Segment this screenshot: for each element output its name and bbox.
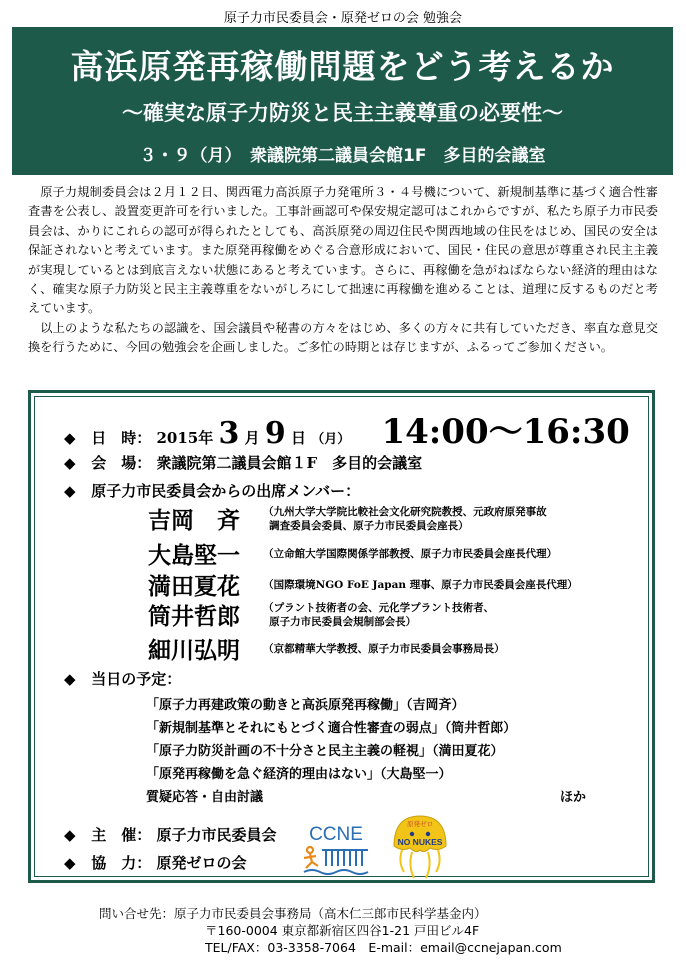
member-item <box>148 568 578 601</box>
date-venue-line: ３・９（月） 衆議院第二議員会館1F 多目的会議室 <box>139 146 546 166</box>
no-nukes-top-text: 原発ゼロ <box>407 820 433 828</box>
intro-paragraph-2: 以上のような私たちの認識を、国会議員や秘書の方々をはじめ、多くの方々に共有していただき、率直な意見交換を行うために、今回の勉強会を企画しました。ご多忙の時期とは存じますが、ふるってご参加ください。 <box>28 320 658 355</box>
member-item <box>148 632 505 665</box>
member-name: 筒井哲郎 <box>148 603 240 630</box>
date-day: 9 <box>264 416 286 451</box>
host-name: 原子力市民委員会 <box>156 826 277 844</box>
ccne-logo-text: CCNE <box>309 824 363 845</box>
venue-row <box>64 452 422 473</box>
member-affiliation: （プラント技術者の会、元化学プラント技術者、 原子力市民委員会規制部会長） <box>263 601 495 628</box>
date-row <box>64 404 630 453</box>
contact-line: 問い合せ先：原子力市民委員会事務局（高木仁三郎市民科学基金内） <box>99 906 487 921</box>
members-label: 原子力市民委員会からの出席メンバー： <box>91 482 361 500</box>
date-month-unit: 月 <box>244 429 260 447</box>
diamond-bullet-icon: ◆ <box>64 482 76 500</box>
ccne-logo-icon <box>300 820 372 878</box>
program-item: 質疑応答・自由討議 <box>146 790 264 805</box>
venue-name: 衆議院第二議員会館１F 多目的会議室 <box>156 454 423 472</box>
date-year: 2015年 <box>156 429 214 447</box>
diamond-bullet-icon: ◆ <box>64 854 76 872</box>
no-nukes-jellyfish-logo-icon <box>390 812 450 882</box>
program-item: 「原子力防災計画の不十分さと民主主義の軽視」（満田夏花） <box>146 744 504 759</box>
address-line: 〒160-0004 東京都新宿区四谷1-21 戸田ビル4F <box>205 923 480 938</box>
member-name: 吉岡 斉 <box>148 507 240 534</box>
organizers-line: 原子力市民委員会・原発ゼロの会 勉強会 <box>223 11 463 26</box>
main-title: 高浜原発再稼働問題をどう考えるか <box>70 47 615 86</box>
program-item: 「新規制基準とそれにもとづく適合性審査の弱点」（筒井哲郎） <box>146 721 517 736</box>
host-row <box>64 824 277 845</box>
member-affiliation: （立命館大学国際関係学部教授、原子力市民委員会座長代理） <box>263 547 558 560</box>
program-etc: ほか <box>560 790 587 805</box>
intro-text <box>28 183 658 358</box>
subtitle: 〜確実な原子力防災と民主主義尊重の必要性〜 <box>122 101 563 125</box>
intro-paragraph-1: 原子力規制委員会は２月１２日、関西電力高浜原子力発電所３・４号機について、新規制基準に基づく適合性審査書を公表し、設置変更許可を行いました。工事計画認可や保安規定認可はこれからですが、私たち原子力市民委員会は、かりにこれらの認可が得られたとしても、高浜原発の周辺住民や関西地域の住民をはじめ、国民の安全は保証されないと考えています。また原発再稼働をめぐる合意形成において、国民・住民の意思が尊重され民主主義が実現しているとは到底言えない状態にあると考えています。さらに、再稼働を急がねばならない経済的理由はなく、確実な原子力防災と民主主義尊重をないがしろにして拙速に再稼働を進めることは、道理に反するものだと考えています。 <box>28 185 658 316</box>
member-affiliation: （国際環境NGO FoE Japan 理事、原子力市民委員会座長代理） <box>263 578 578 591</box>
program-item: 「原発再稼働を急ぐ経済的理由はない」（大島堅一） <box>146 767 452 782</box>
tel-email-line: TEL/FAX：03-3358-7064 E-mail：email@ccnejapan.com <box>205 940 562 955</box>
member-item <box>148 598 494 631</box>
member-name: 満田夏花 <box>148 573 240 600</box>
date-weekday: （月） <box>311 432 351 447</box>
date-month: 3 <box>218 416 240 451</box>
coop-row <box>64 852 247 873</box>
title-banner <box>12 27 673 175</box>
coop-name: 原発ゼロの会 <box>156 854 247 872</box>
no-nukes-text: NO NUKES <box>397 837 443 847</box>
date-day-unit: 日 <box>290 429 306 447</box>
venue-label: 会 場： <box>91 454 152 472</box>
member-name: 細川弘明 <box>148 637 240 664</box>
diamond-bullet-icon: ◆ <box>64 429 76 447</box>
host-label: 主 催： <box>91 826 152 844</box>
diamond-bullet-icon: ◆ <box>64 670 76 688</box>
member-affiliation: （九州大学大学院比較社会文化研究院教授、元政府原発事故 調査委員会委員、原子力市民委員会座長） <box>263 505 547 532</box>
program-row <box>64 668 181 689</box>
program-item: 「原子力再建政策の動きと高浜原発再稼働」（吉岡斉） <box>146 698 465 713</box>
date-label: 日 時： <box>91 429 152 447</box>
diamond-bullet-icon: ◆ <box>64 826 76 844</box>
event-time: 14:00〜16:30 <box>381 412 630 452</box>
diamond-bullet-icon: ◆ <box>64 454 76 472</box>
members-row <box>64 480 360 501</box>
coop-label: 協 力： <box>91 854 152 872</box>
member-item <box>148 537 557 570</box>
program-label: 当日の予定： <box>91 670 182 688</box>
member-name: 大島堅一 <box>148 542 240 569</box>
member-item <box>148 502 547 535</box>
member-affiliation: （京都精華大学教授、原子力市民委員会事務局長） <box>263 642 505 655</box>
